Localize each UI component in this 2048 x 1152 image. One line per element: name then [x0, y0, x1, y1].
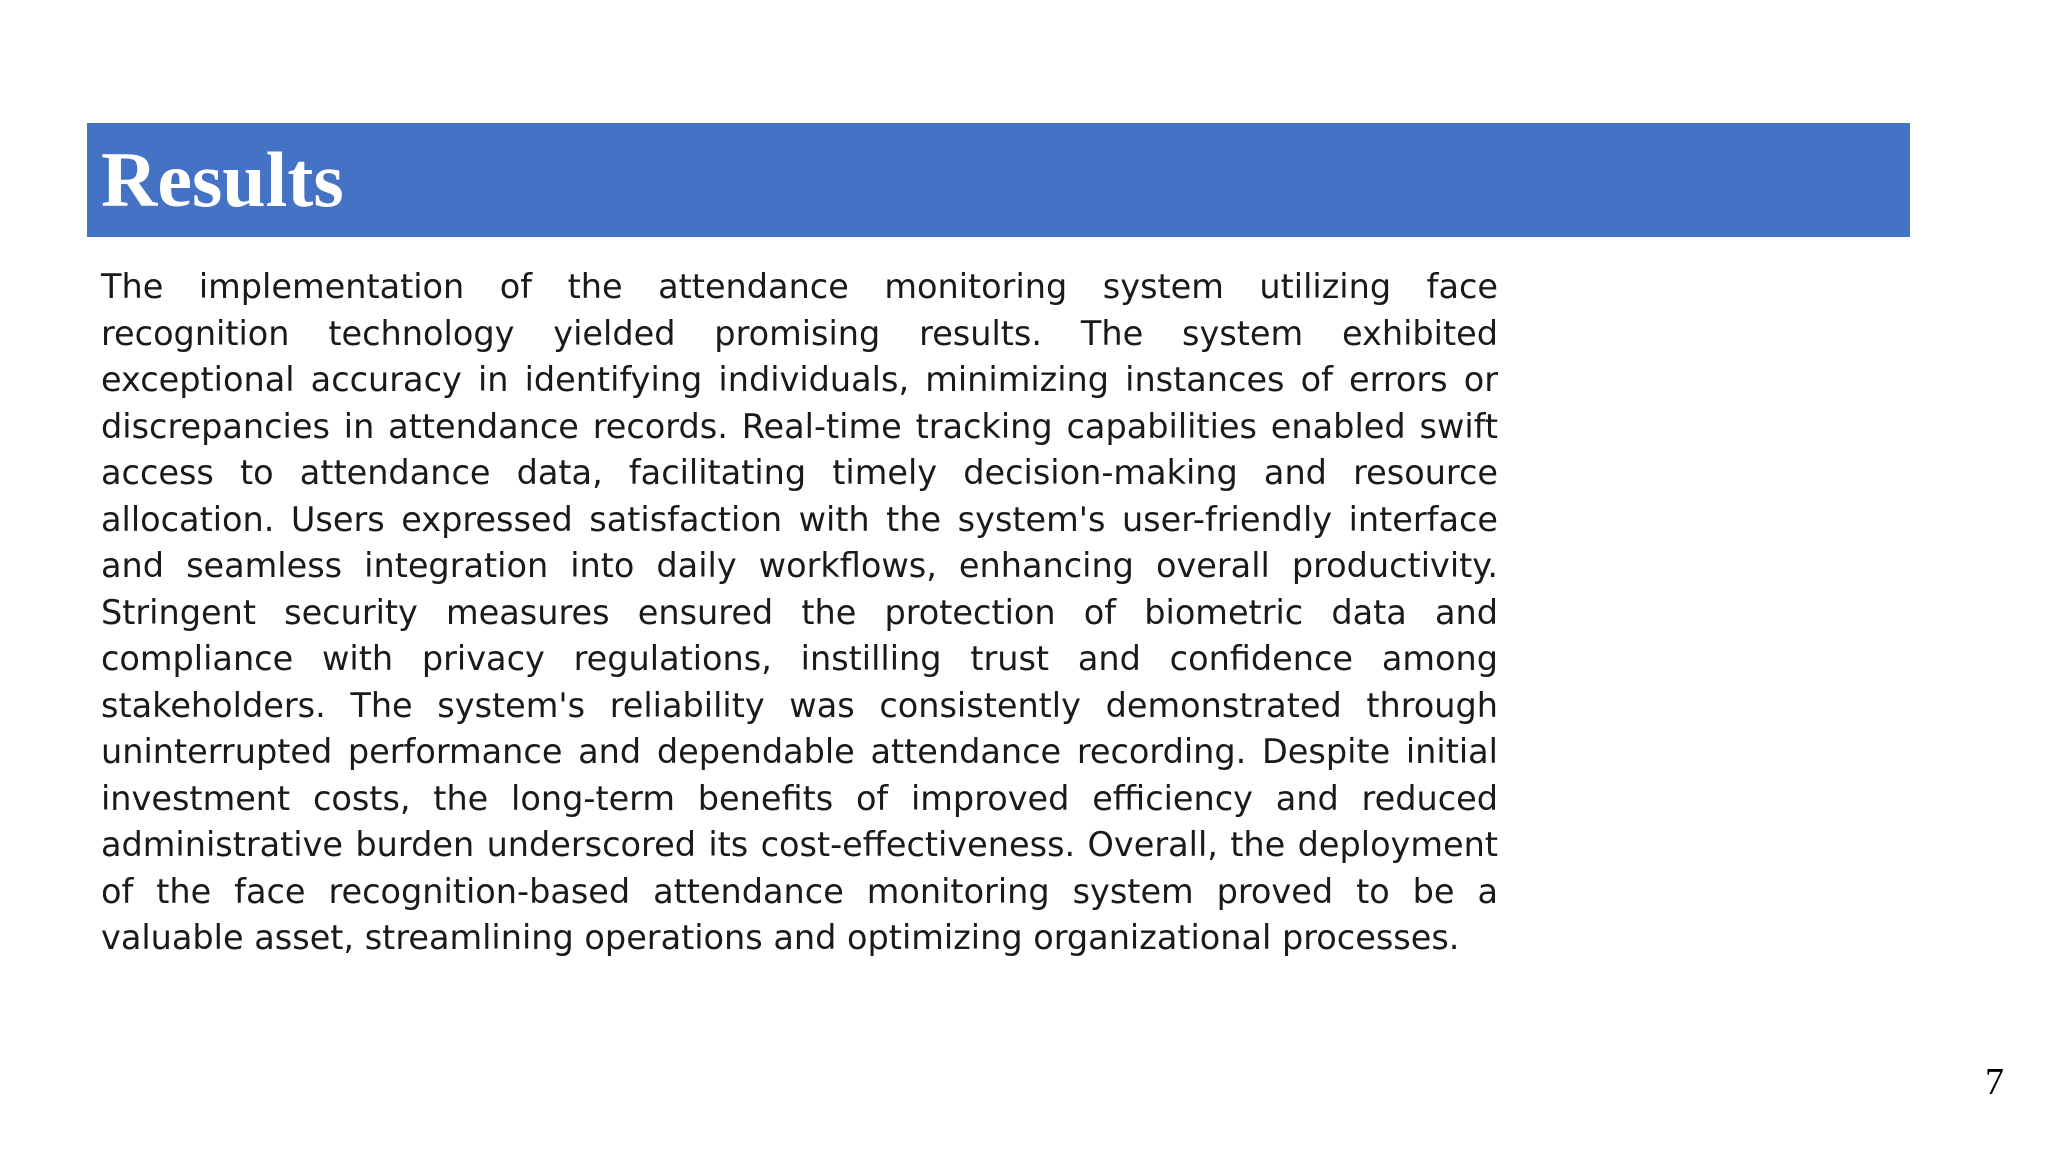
title-bar: [87, 123, 1910, 237]
page-number: 7: [1985, 1061, 2004, 1103]
slide-title: Results: [101, 136, 344, 223]
body-paragraph: The implementation of the attendance monitoring system utilizing face recognition technology yielded promising results. The system exhibited exceptional accuracy in identifying individuals, minimizing instances of errors or discrepancies in attendance records. Real-time tracking capabilities enabled swift access to attendance data, facilitating timely decision-making and resource allocation. Users expressed satisfaction with the system's user-friendly interface and seamless integration into daily workflows, enhancing overall productivity. Stringent security measures ensured the protection of biometric data and compliance with privacy regulations, instilling trust and confidence among stakeholders. The system's reliability was consistently demonstrated through uninterrupted performance and dependable attendance recording. Despite initial investment costs, the long-term benefits of improved efficiency and reduced administrative burden underscored its cost-effectiveness. Overall, the deployment of the face recognition-based attendance monitoring system proved to be a valuable asset, streamlining operations and optimizing organizational processes.: [101, 267, 1498, 957]
